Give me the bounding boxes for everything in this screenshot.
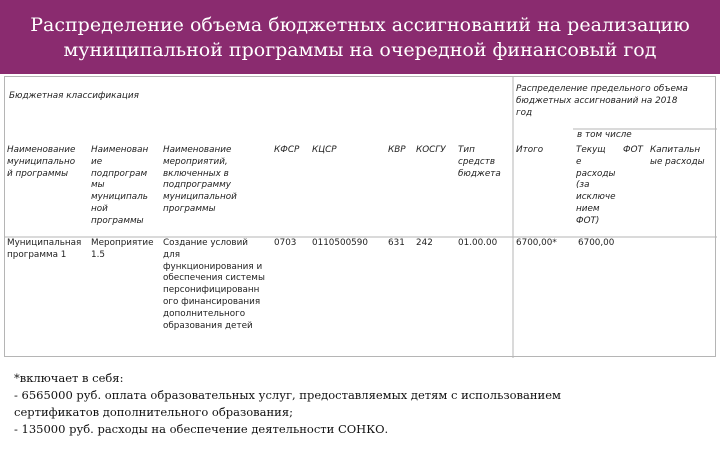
footnote-line-3: сертификатов дополнительного образования; [14, 405, 293, 419]
row-kfsr: 0703 [274, 238, 297, 248]
col-fot: ФОТ [623, 145, 643, 155]
footnote-line-2: - 6565000 руб. оплата образовательных услуг, предоставляемых детям с использованием [14, 388, 561, 402]
col-subprogram-name: Наименован ие подпрограм мы муниципаль ной программы [91, 145, 149, 226]
row-kosgu: 242 [416, 238, 433, 248]
col-kfsr: КФСР [274, 145, 300, 155]
slide-title-line-1: Распределение объема бюджетных ассигнований на реализацию [30, 14, 690, 36]
footnote-line-4: - 135000 руб. расходы на обеспечение деятельности СОНКО. [14, 422, 389, 436]
slide-title-line-2: муниципальной программы на очередной финансовый год [63, 39, 657, 61]
header-distribution: Распределение предельного объема бюджетных ассигнований на 2018 год [516, 84, 688, 118]
row-activity-name: Создание условий для функционирования и обеспечения системы персонифицированн ого финансирования дополнительного образования детей [163, 238, 265, 331]
col-kosgu: КОСГУ [416, 145, 446, 155]
footnote-line-1: *включает в себя: [14, 371, 124, 385]
row-program-name: Муниципальная программа 1 [7, 238, 82, 260]
row-total: 6700,00* [516, 238, 557, 248]
row-subprogram-name: Мероприятие 1.5 [91, 238, 154, 260]
slide-title [0, 0, 720, 74]
row-kvr: 631 [388, 238, 405, 248]
col-fund-type: Тип средств бюджета [458, 145, 501, 179]
row-current-expenses: 6700,00 [578, 238, 615, 248]
col-kvr: КВР [388, 145, 406, 155]
col-kcsr: КЦСР [312, 145, 337, 155]
header-including: в том числе [577, 130, 632, 140]
col-activity-name: Наименование мероприятий, включенных в подпрограмму муниципальной программы [163, 145, 237, 214]
footnote [14, 370, 714, 438]
budget-table [4, 76, 716, 357]
col-total: Итого [516, 145, 544, 155]
header-budget-classification: Бюджетная классификация [9, 91, 139, 101]
col-current-expenses: Текущ е расходы (за исключе нием ФОТ) [576, 145, 616, 226]
col-capital-expenses: Капитальн ые расходы [650, 145, 705, 167]
row-fund-type: 01.00.00 [458, 238, 498, 248]
row-kcsr: 0110500590 [312, 238, 368, 248]
col-program-name: Наименование муниципально й программы [7, 145, 76, 179]
